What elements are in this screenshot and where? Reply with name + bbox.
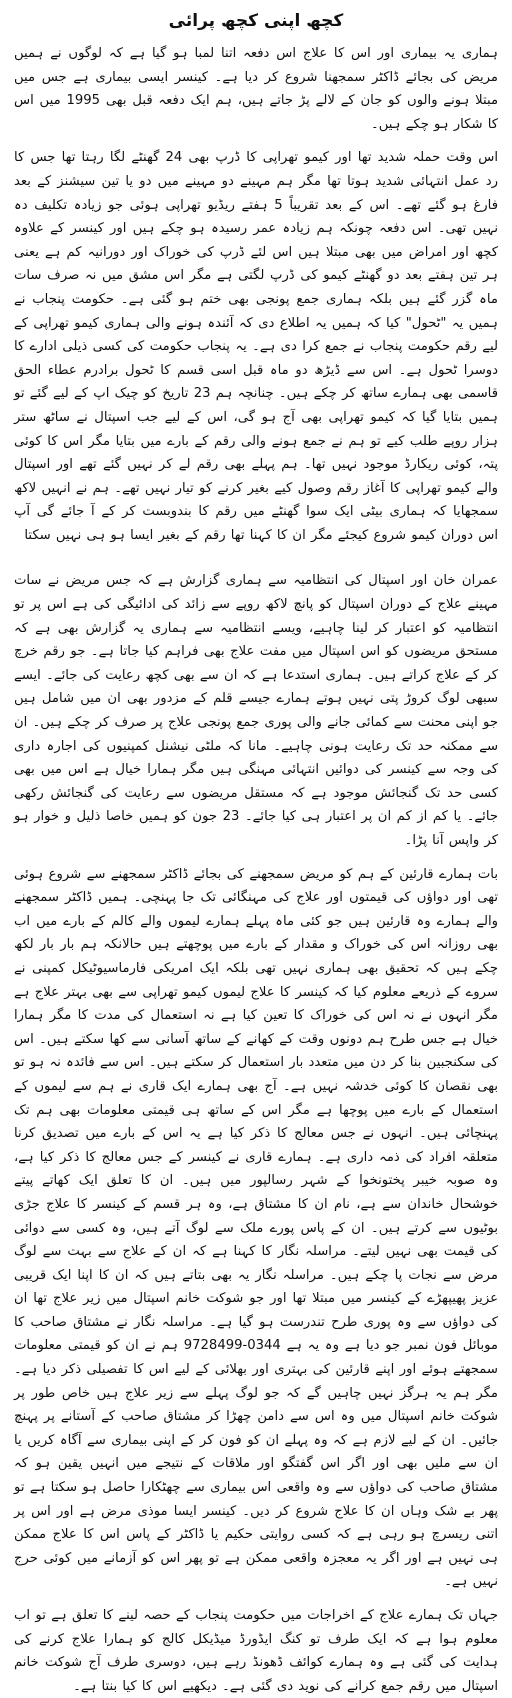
- article-paragraph-2: اس وقت حملہ شدید تھا اور کیمو تھراپی کا ڈرپ بھی 24 گھنٹے لگا رہتا تھا جس کا رد عمل انتہائی شدید ہوتا تھا مگر ہم مہینے دو مہینے میں دو یا تین سیشنز کے بعد فارغ ہو گئے تھے۔ اس کے بعد تقریباً 5 ہفتے ریڈیو تھراپی ہوئی جو زیادہ تکلیف دہ نہیں تھی۔ اس دفعہ چونکہ ہم زیادہ عمر رسیدہ ہو چکے ہیں اور کینسر کے علاوہ کچھ اور امراض میں بھی مبتلا ہیں اس لئے ڈرپ کی خوراک اور دورانیہ کم ہے یعنی ہر تین ہفتے بعد دو گھنٹے کیمو کی ڈرپ لگتی ہے مگر اس مشق میں نہ صرف سات ماہ گزر گئے ہیں بلکہ ہماری جمع پونجی بھی ختم ہو گئی ہے۔ حکومت پنجاب نے ہمیں یہ "ٹحول" کیا کہ ہمیں یہ اطلاع دی کہ آئندہ ہونے والی ہماری کیمو تھراپی کے لیے رقم حکومت پنجاب نے جمع کرا دی ہے۔ یہ پنجاب حکومت کی کسی ذیلی ادارے کا دوسرا ٹحول ہے۔ اس سے ڈیڑھ دو ماہ قبل اسی قسم کا ٹحول برادرم عطاء الحق قاسمی بھی ہمارے ساتھ کر چکے ہیں۔ چنانچہ ہم 23 تاریخ کو چیک اپ کے لیے گئے تو ہمیں بتایا گیا کہ کیمو تھراپی بھی آج ہو گی، اس کے لیے جب اسپتال نے ساٹھ ستر ہزار روپے طلب کیے تو ہم نے جمع ہونے والی رقم کے بارے میں بتایا مگر اس کا کوئی پتہ، کوئی ریکارڈ موجود نہیں تھا۔ ہم پہلے بھی رقم لے کر نہیں گئے تھے اور اسپتال والے کیمو تھراپی کا آغاز رقم وصول کیے بغیر کرنے کو تیار نہیں تھے۔ ہم نے انہیں لاکھ سمجھایا کہ ہماری بیٹی ایک سوا گھنٹے میں رقم کا بندوبست کر کے آ جائے گی آپ اس دوران کیمو شروع کیجئے مگر ان کا کہنا تھا رقم کے بغیر ایسا ہو ہی نہیں سکتا: [14, 150, 498, 543]
- article-paragraph-1: ہماری یہ بیماری اور اس کا علاج اس دفعہ اتنا لمبا ہو گیا ہے کہ لوگوں نے ہمیں مریض کی بجائے ڈاکٹر سمجھنا شروع کر دیا ہے۔ کینسر ایسی بیماری ہے جس میں مبتلا ہونے والوں کو جان کے لالے پڑ جاتے ہیں، ہم ایک دفعہ قبل بھی 1995 میں اس کا شکار ہو چکے ہیں۔: [14, 46, 499, 132]
- article-paragraph-4: بات ہمارے قارئین کے ہم کو مریض سمجھنے کی بجائے ڈاکٹر سمجھنے سے شروع ہوئی تھی اور دواؤں کی قیمتوں اور علاج کی مہنگائی تک جا پہنچی۔ ہمیں ڈاکٹر سمجھنے والے ہمارے وہ قارئین ہیں جو کئی ماہ پہلے ہمارے لیموں والے کالم کے بارے میں اب بھی روزانہ اس کی خوراک و مقدار کے بارے میں پوچھتے ہیں حالانکہ ہم بار بار لکھ چکے ہیں کہ تحقیق بھی ہماری نہیں تھی بلکہ ایک امریکی فارماسیوٹیکل کمپنی نے سروے کے ذریعے معلوم کیا کہ کینسر کا علاج لیموں کیمو تھراپی سے بھی بہتر علاج ہے مگر انہوں نے نہ اس کی خوراک کا تعین کیا ہے نہ استعمال کی مدت کا مگر ہمارا خیال ہے جس طرح ہم دونوں وقت کے کھانے کے ساتھ آسانی سے کھا سکتے ہیں۔ اس کی سکنجبین بنا کر دن میں متعدد بار استعمال کر سکتے ہیں۔ اس سے فائدہ نہ ہو تو بھی نقصان کا کوئی خدشہ نہیں ہے۔ آج بھی ہمارے ایک قاری نے ہم سے لیموں کے استعمال کے بارے میں پوچھا ہے مگر اس کے ساتھ ہی قیمتی معلومات بھی ہم تک پہنچائی ہیں۔ انہوں نے جس معالج کا ذکر کیا ہے یہ اس کے بارے میں تصدیق کرنا متعلقہ افراد کی ذمہ داری ہے۔ ہمارے قاری نے کینسر کے جس معالج کا ذکر کیا ہے، وہ صوبہ خیبر پختونخوا کے شہر رسالپور میں ہیں۔ ان کا تعلق ایک کھاتے پیتے خوشحال خاندان سے ہے، نام ان کا مشتاق ہے، وہ ہر قسم کے کینسر کا علاج جڑی بوٹیوں سے کرتے ہیں۔ ان کے پاس پورے ملک سے لوگ آتے ہیں، وہ کسی سے دوائی کی قیمت بھی نہیں لیتے۔ مراسلہ نگار کا کہنا ہے کہ ان کے علاج سے بہت سے لوگ مرض سے نجات پا چکے ہیں۔ مراسلہ نگار یہ بھی بتاتے ہیں کہ ان کا اپنا ایک قریبی عزیز پھیپھڑے کے کینسر میں مبتلا تھا اور جو شوکت خانم اسپتال میں زیر علاج تھا ان کی دواؤں سے وہ پوری طرح تندرست ہو گیا ہے۔ مراسلہ نگار نے مشتاق صاحب کا موبائل فون نمبر جو دیا ہے وہ یہ ہے 0344-9728499 ہم نے ان کو قیمتی معلومات سمجھتے ہوئے اور اپنے قارئین کی بہتری اور بھلائی کے لیے اس کا تفصیلی ذکر دیا ہے۔ مگر ہم یہ ہرگز نہیں چاہیں گے کہ جو لوگ پہلے سے زیر علاج ہیں خاص طور پر شوکت خانم اسپتال میں وہ اس سے دامن چھڑا کر مشتاق صاحب کے آستانے پر پہنچ جائیں۔ ان کے لیے لازم ہے کہ وہ پہلے ان کو فون کر کے اپنی بیماری سے آگاہ کریں یا ان سے ملیں بھی اور اگر اس گفتگو اور ملاقات کے نتیجے میں انہیں یقین ہو کہ مشتاق صاحب کی دواؤں سے وہ واقعی اس بیماری سے چھٹکارا حاصل ہو سکتا ہے تو پھر بے شک وہاں ان کا علاج شروع کر دیں۔ کینسر ایسا موذی مرض ہے اور اس پر اتنی ریسرچ ہو رہی ہے کہ کسی روایتی حکیم یا ڈاکٹر کے پاس اس کا علاج ممکن ہی نہیں ہے اور اگر یہ معجزہ واقعی ممکن ہے تو پھر اس کو آزمانے میں کوئی حرج نہیں ہے۔: [14, 866, 498, 1590]
- article-title: کچھ اپنی کچھ پرائی: [168, 11, 344, 31]
- article-paragraph-5: جہاں تک ہمارے علاج کے اخراجات میں حکومت پنجاب کے حصہ لینے کا تعلق ہے تو اب معلوم ہوا ہے کہ ایک طرف تو کنگ ایڈورڈ میڈیکل کالج کو ہمارا علاج کرنے کی ہدایت کی گئی ہے وہ ہمارے کوائف ڈھونڈ رہے ہیں، دوسری طرف آج شوکت خانم اسپتال میں رقم جمع کرانے کی نوید دی گئی ہے۔ دیکھیے اس کا کیا بنتا ہے۔: [14, 1608, 498, 1694]
- article-paragraph-3: عمران خان اور اسپتال کی انتظامیہ سے ہماری گزارش ہے کہ جس مریض نے سات مہینے علاج کے دوران اسپتال کو پانچ لاکھ روپے سے زائد کی ادائیگی کی ہے اس پر تو انتظامیہ کو اعتبار کر لینا چاہیے، ویسے انتظامیہ سے ہماری یہ گزارش بھی ہے کہ مستحق مریضوں کو اس اسپتال میں مفت علاج بھی فراہم کیا جاتا ہے۔ جو رقم خرچ کر کے علاج کراتے ہیں۔ ہماری استدعا ہے کہ ان سے بھی کچھ رعایت کی جائے۔ ایسے سبھی لوگ کروڑ پتی نہیں ہوتے ہمارے جیسے قلم کے مزدور بھی ان میں شامل ہیں جو اپنی محنت سے کمائی جانے والی پوری جمع پونجی علاج پر صرف کر چکے ہیں۔ ان سے ممکنہ حد تک رعایت ہونی چاہیے۔ مانا کہ ملٹی نیشنل کمپنیوں کی اجارہ داری کی وجہ سے کینسر کی دوائیں انتہائی مہنگی ہیں مگر ہمارا خیال ہے اس میں بھی کسی حد تک گنجائش موجود ہے کہ مستقل مریضوں سے رعایت کی گنجائش رکھی جائے۔ یا کم از کم ان پر اعتبار ہی کیا جائے۔ 23 جون کو ہمیں خاصا ذلیل و خوار ہو کر واپس آنا پڑا۔: [14, 573, 498, 848]
